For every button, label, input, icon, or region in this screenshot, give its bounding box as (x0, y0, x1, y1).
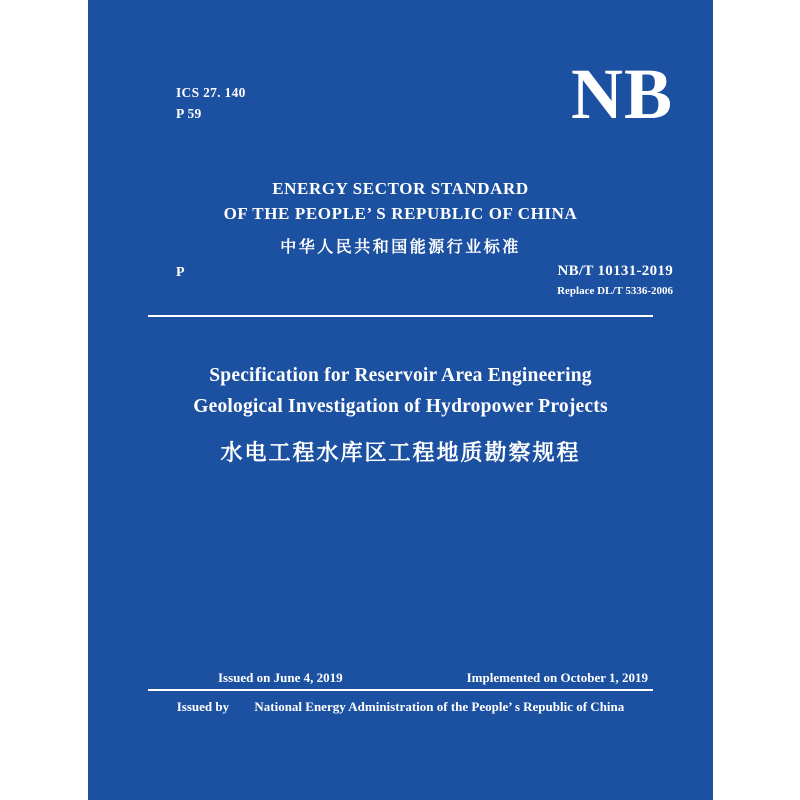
issuer-heading (88, 176, 713, 257)
ics-code: ICS 27. 140 (176, 85, 246, 100)
issuer-line-2: OF THE PEOPLE’ S REPUBLIC OF CHINA (223, 204, 578, 223)
implemented-on-date: Implemented on October 1, 2019 (466, 670, 648, 685)
issued-by-organization: National Energy Administration of the People’ s Republic of China (254, 699, 625, 714)
replaces-note: Replace DL/T 5336-2006 (557, 285, 673, 297)
title-en-line-1: Specification for Reservoir Area Engineering (209, 365, 592, 386)
issued-by-row (88, 699, 713, 715)
title-block (88, 360, 713, 467)
divider-top (148, 315, 653, 317)
classification-code: P 59 (176, 106, 202, 121)
date-row (148, 670, 653, 686)
issued-on-date: Issued on June 4, 2019 (218, 670, 343, 685)
standard-number-block (557, 263, 673, 297)
standard-cover-page (88, 0, 713, 800)
issued-by-label: Issued by (176, 699, 230, 714)
p-marker: P (176, 265, 185, 280)
title-en-line-2: Geological Investigation of Hydropower Projects (193, 396, 608, 417)
title-chinese: 水电工程水库区工程地质勘察规程 (220, 441, 581, 466)
issuer-line-1: ENERGY SECTOR STANDARD (272, 179, 529, 198)
classification-codes (176, 82, 246, 124)
nb-logo: NB (570, 54, 673, 134)
standard-number: NB/T 10131-2019 (557, 263, 673, 279)
divider-bottom (148, 689, 653, 691)
issuer-line-chinese: 中华人民共和国能源行业标准 (280, 237, 521, 256)
